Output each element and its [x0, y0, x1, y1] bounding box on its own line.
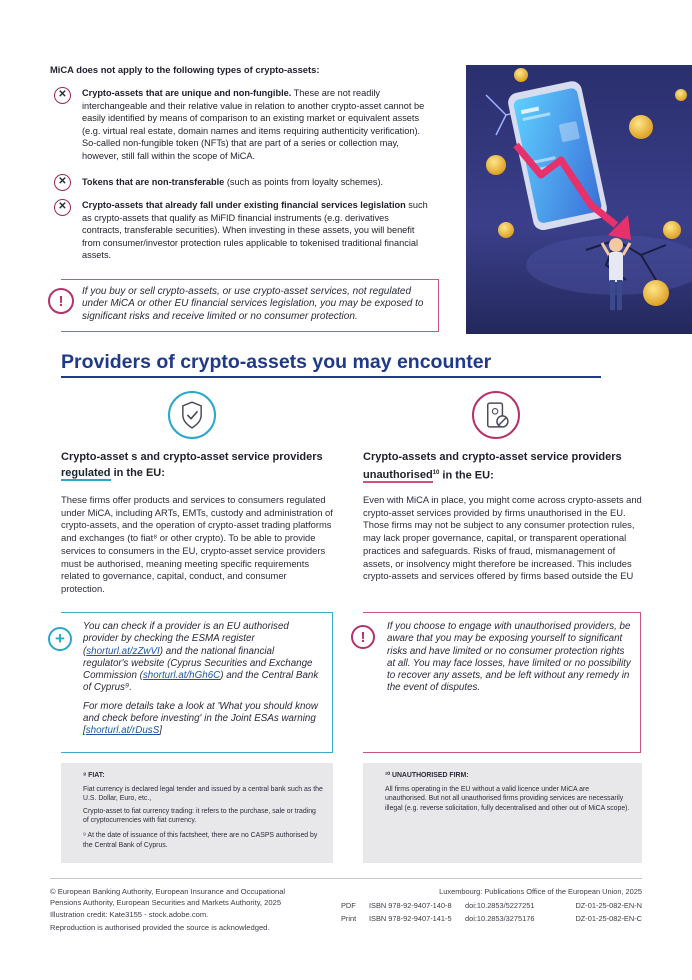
unauthorised-warning-box [363, 612, 641, 753]
esas-warning-link[interactable]: shorturl.at/rDusS [85, 725, 160, 737]
catalogue-code: DZ-01-25-082-EN-C [575, 914, 642, 923]
exclusion-title: Tokens that are non-transferable [82, 177, 225, 187]
cysec-link[interactable]: shorturl.at/hGh6C [142, 670, 221, 682]
exclusion-title: Crypto-assets that already fall under existing financial services legislation [82, 200, 406, 210]
doi: doi:10.2853/5227251 [465, 901, 535, 910]
publication-info [341, 887, 642, 927]
footnote-heading: ⁸ FIAT: [83, 772, 105, 779]
exclusion-text: These are not readily interchangeable and their relative value in relation to another crypto-asset cannot be easily identified by means of comparison to an existing market or equivalent assets (e.g. virtual real estate, domain names and items requiring authenticity verification). So-called non-fungible token (NFTs) that are part of a series or collection may, however, still fall within the scope of MiCA. [82, 88, 425, 161]
doi: doi:10.2853/3275176 [465, 914, 535, 923]
shield-check-icon [168, 391, 216, 439]
format-label: PDF [341, 901, 356, 910]
esma-register-link[interactable]: shorturl.at/zZwVI [86, 645, 160, 657]
section-title: Providers of crypto-assets you may encounter [61, 351, 492, 373]
crypto-crash-illustration [466, 65, 692, 334]
footnote-marker: 10 [432, 469, 440, 476]
intro-heading: MiCA does not apply to the following types of crypto-assets: [50, 64, 320, 75]
unauthorised-body: Even with MiCA in place, you might come across crypto-assets and crypto-asset services provided by firms unauthorised in the EU. Those firms may not be subject to any consumer protection rules, may lack proper governance, capital, or transparent operational practices and safeguards. Risks of fraud, mismanagement of assets, or insolvency might therefore be increased. This includes crypto-assets and services offered by firms based outside the EU [363, 494, 642, 582]
info-paragraph: For more details take a look at 'What you should know and check before investing' in the Joint ESAs warning [shorturl.at/rDusS] [83, 700, 318, 737]
exclusion-item-existing-legislation [50, 199, 430, 262]
catalogue-code: DZ-01-25-082-EN-N [575, 901, 642, 910]
scope-warning-box [61, 279, 439, 332]
heading-emphasis: regulated [61, 466, 111, 479]
isbn: ISBN 978-92-9407-141-5 [369, 914, 452, 923]
regulated-heading [61, 450, 331, 481]
unauthorised-firm-footnote [363, 763, 642, 863]
heading-emphasis: unauthorised [363, 469, 433, 482]
unauthorised-heading [363, 450, 643, 484]
footnote-text: ⁹ At the date of issuance of this factsheet, there are no CASPS authorised by the Central Bank of Cyprus. [83, 831, 318, 849]
regulated-info-box [61, 612, 333, 753]
footer-credits [50, 887, 310, 935]
info-paragraph: You can check if a provider is an EU authorised provider by checking the ESMA register (shorturl.at/zZwVI) and the national financial regulator's website (Cyprus Securities and Exchange Commission (shorturl.at/hGh6C) and the Central Bank of Cyprus⁹. [83, 621, 319, 694]
cross-icon: ✕ [54, 174, 71, 191]
print-row [341, 914, 642, 923]
illustration-credit: Illustration credit: Kate3155 - stock.adobe.com. [50, 910, 209, 919]
footnote-text: Fiat currency is declared legal tender and issued by a central bank such as the U.S. Dollar, Euro, etc., [83, 785, 323, 803]
exclamation-icon: ! [351, 625, 375, 649]
exclusion-text: such as crypto-assets that qualify as MiFID financial instruments (e.g. derivatives contracts, transferable securities). When investing in these assets, you will benefit from consumer/investor protection rules applicable to tokenised traditional financial assets. [82, 200, 428, 261]
exclusion-item-nft [50, 87, 430, 163]
footnote-text: All firms operating in the EU without a valid licence under MiCA are unauthorised. But not all unauthorised firms providing services are necessarily illegal (e.g. reverse solicitation, fully decentralised and other out of MiCA scope). [385, 785, 630, 812]
pdf-row [341, 901, 642, 910]
cross-icon: ✕ [54, 199, 71, 216]
scope-warning-text: If you buy or sell crypto-assets, or use crypto-asset services, not regulated under MiCA or other EU financial services legislation, you may be exposed to significant risks and receive limited or no consumer protection. [82, 286, 424, 322]
copyright-text: © European Banking Authority, European Insurance and Occupational Pensions Authority, European Securities and Markets Authority, 2025 [50, 887, 286, 907]
unauthorised-warning-text: If you choose to engage with unauthorised providers, be aware that you may be exposing yourself to significant risks and have limited or no consumer protection rights at all. You may face losses, have limited or no possibility to recover any assets, and be left without any remedy in the event of disputes. [387, 621, 631, 694]
phone-blocked-icon [472, 391, 520, 439]
exclusion-title: Crypto-assets that are unique and non-fungible. [82, 88, 292, 98]
reproduction-note: Reproduction is authorised provided the source is acknowledged. [50, 922, 270, 932]
heading-text: Crypto-asset s and crypto-asset service providers [61, 451, 323, 463]
fiat-footnote [61, 763, 333, 863]
publisher-line: Luxembourg: Publications Office of the European Union, 2025 [439, 887, 642, 896]
heading-text: in the EU: [439, 469, 494, 482]
heading-text: in the EU: [110, 466, 165, 479]
cross-icon: ✕ [54, 87, 71, 104]
section-divider [61, 376, 601, 378]
plus-icon: + [48, 627, 72, 651]
footnote-heading: ¹⁰ UNAUTHORISED FIRM: [385, 772, 469, 779]
exclusion-item-non-transferable [50, 176, 430, 189]
format-label: Print [341, 914, 357, 923]
regulated-body: These firms offer products and services to consumers regulated under MiCA, including ARTs, EMTs, custody and administration of crypto-assets, and the operation of crypto-asset trading platforms and exchanges (to fiat⁸ or other crypto). To be able to provide services to consumers in the EU, crypto-asset service providers must be authorised, meaning meeting specific requirements related to governance, capital, conduct, and consumer protection. [61, 494, 333, 594]
isbn: ISBN 978-92-9407-140-8 [369, 901, 452, 910]
heading-text: Crypto-assets and crypto-asset service providers [363, 451, 622, 463]
footer-divider [50, 878, 642, 879]
footnote-text: Crypto-asset to fiat currency trading: it refers to the purchase, sale or trading of cryptocurrencies with fiat currency. [83, 807, 316, 825]
exclamation-icon: ! [48, 288, 74, 314]
exclusion-text: (such as points from loyalty schemes). [224, 177, 384, 187]
